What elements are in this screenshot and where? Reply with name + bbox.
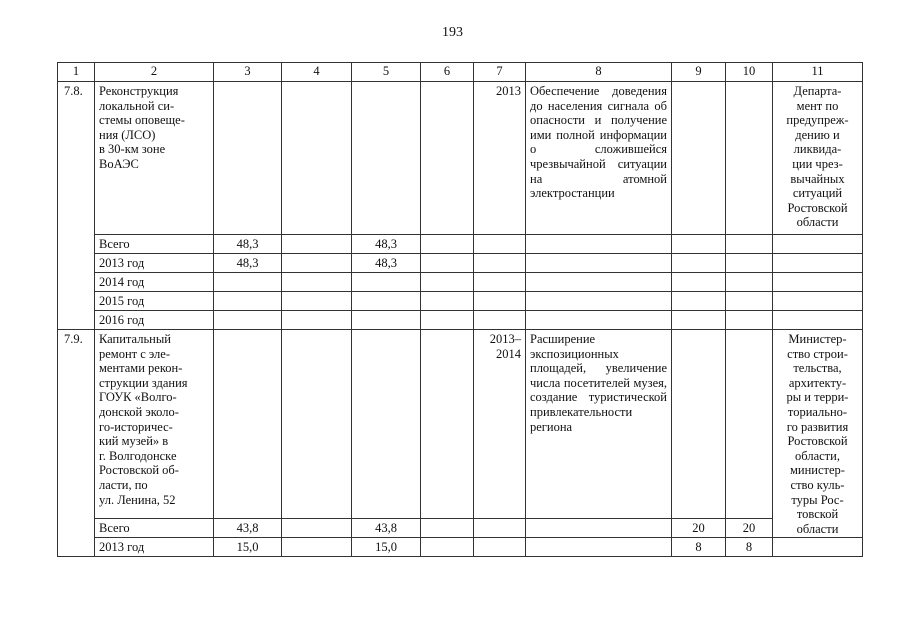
cell-col3: 43,8 — [214, 519, 282, 538]
cell-col9 — [672, 311, 726, 330]
table-row — [58, 292, 863, 311]
header-cell: 3 — [214, 63, 282, 82]
table-row — [58, 235, 863, 254]
header-cell: 1 — [58, 63, 95, 82]
cell-col9 — [672, 273, 726, 292]
row-label: 2014 год — [95, 273, 214, 292]
header-row — [58, 63, 863, 82]
entry-number: 7.8. — [58, 82, 95, 330]
table-row — [58, 82, 863, 235]
entry-goal: Обеспечение доведения до населения сигнала об опасности и получение ими полной информации о сложившейся чрезвычайной ситуации на атомной электростанции — [526, 82, 672, 235]
entry-number: 7.9. — [58, 330, 95, 557]
cell-col9 — [672, 292, 726, 311]
cell-col3 — [214, 292, 282, 311]
header-cell: 2 — [95, 63, 214, 82]
table-row — [58, 311, 863, 330]
row-label: 2016 год — [95, 311, 214, 330]
cell-col3: 48,3 — [214, 235, 282, 254]
table-row — [58, 519, 863, 538]
cell-col10 — [726, 254, 773, 273]
table-row — [58, 254, 863, 273]
cell-col10: 8 — [726, 538, 773, 557]
program-table — [57, 62, 863, 557]
cell-col5: 15,0 — [352, 538, 421, 557]
cell-col3: 48,3 — [214, 254, 282, 273]
entry-name: Капитальный ремонт с эле- ментами рекон- струкции здания ГОУК «Волго- донской эколо- го-историчес- кий музей» в г. Волгодонске Ростовской об- ласти, по ул. Ленина, 52 — [95, 330, 214, 519]
header-cell: 11 — [773, 63, 863, 82]
header-cell: 6 — [421, 63, 474, 82]
table-row — [58, 330, 863, 519]
row-label: Всего — [95, 235, 214, 254]
cell-col9 — [672, 235, 726, 254]
cell-col5 — [352, 292, 421, 311]
header-cell: 7 — [474, 63, 526, 82]
entry-executor: Министер- ство строи- тельства, архитекту- ры и терри- ториально- го развития Ростовской области, министер- ство куль- туры Рос- товской области — [773, 330, 863, 538]
cell-col10 — [726, 292, 773, 311]
cell-col10 — [726, 311, 773, 330]
table-row — [58, 273, 863, 292]
header-cell: 9 — [672, 63, 726, 82]
cell-col5: 48,3 — [352, 254, 421, 273]
table-row — [58, 538, 863, 557]
entry-executor: Департа- мент по предупреж- дению и ликвида- ции чрез- вычайных ситуаций Ростовской области — [773, 82, 863, 235]
cell-col3 — [214, 273, 282, 292]
header-cell: 8 — [526, 63, 672, 82]
cell-col10 — [726, 273, 773, 292]
cell-col9 — [672, 254, 726, 273]
cell-col9: 20 — [672, 519, 726, 538]
row-label: 2013 год — [95, 254, 214, 273]
header-cell: 5 — [352, 63, 421, 82]
entry-year: 2013– 2014 — [474, 330, 526, 519]
row-label: 2013 год — [95, 538, 214, 557]
header-cell: 10 — [726, 63, 773, 82]
cell-col10: 20 — [726, 519, 773, 538]
row-label: Всего — [95, 519, 214, 538]
entry-year: 2013 — [474, 82, 526, 235]
cell-col9: 8 — [672, 538, 726, 557]
row-label: 2015 год — [95, 292, 214, 311]
cell-col5 — [352, 273, 421, 292]
cell-col5: 48,3 — [352, 235, 421, 254]
cell-col5: 43,8 — [352, 519, 421, 538]
page-number: 193 — [442, 25, 463, 40]
entry-goal: Расширение экспозиционных площадей, увеличение числа посетителей музея, создание туристической привлекательности региона — [526, 330, 672, 519]
cell-col5 — [352, 311, 421, 330]
cell-col10 — [726, 235, 773, 254]
header-cell: 4 — [282, 63, 352, 82]
cell-col3 — [214, 311, 282, 330]
entry-name: Реконструкция локальной си- стемы оповеще- ния (ЛСО) в 30-км зоне ВоАЭС — [95, 82, 214, 235]
cell-col3: 15,0 — [214, 538, 282, 557]
